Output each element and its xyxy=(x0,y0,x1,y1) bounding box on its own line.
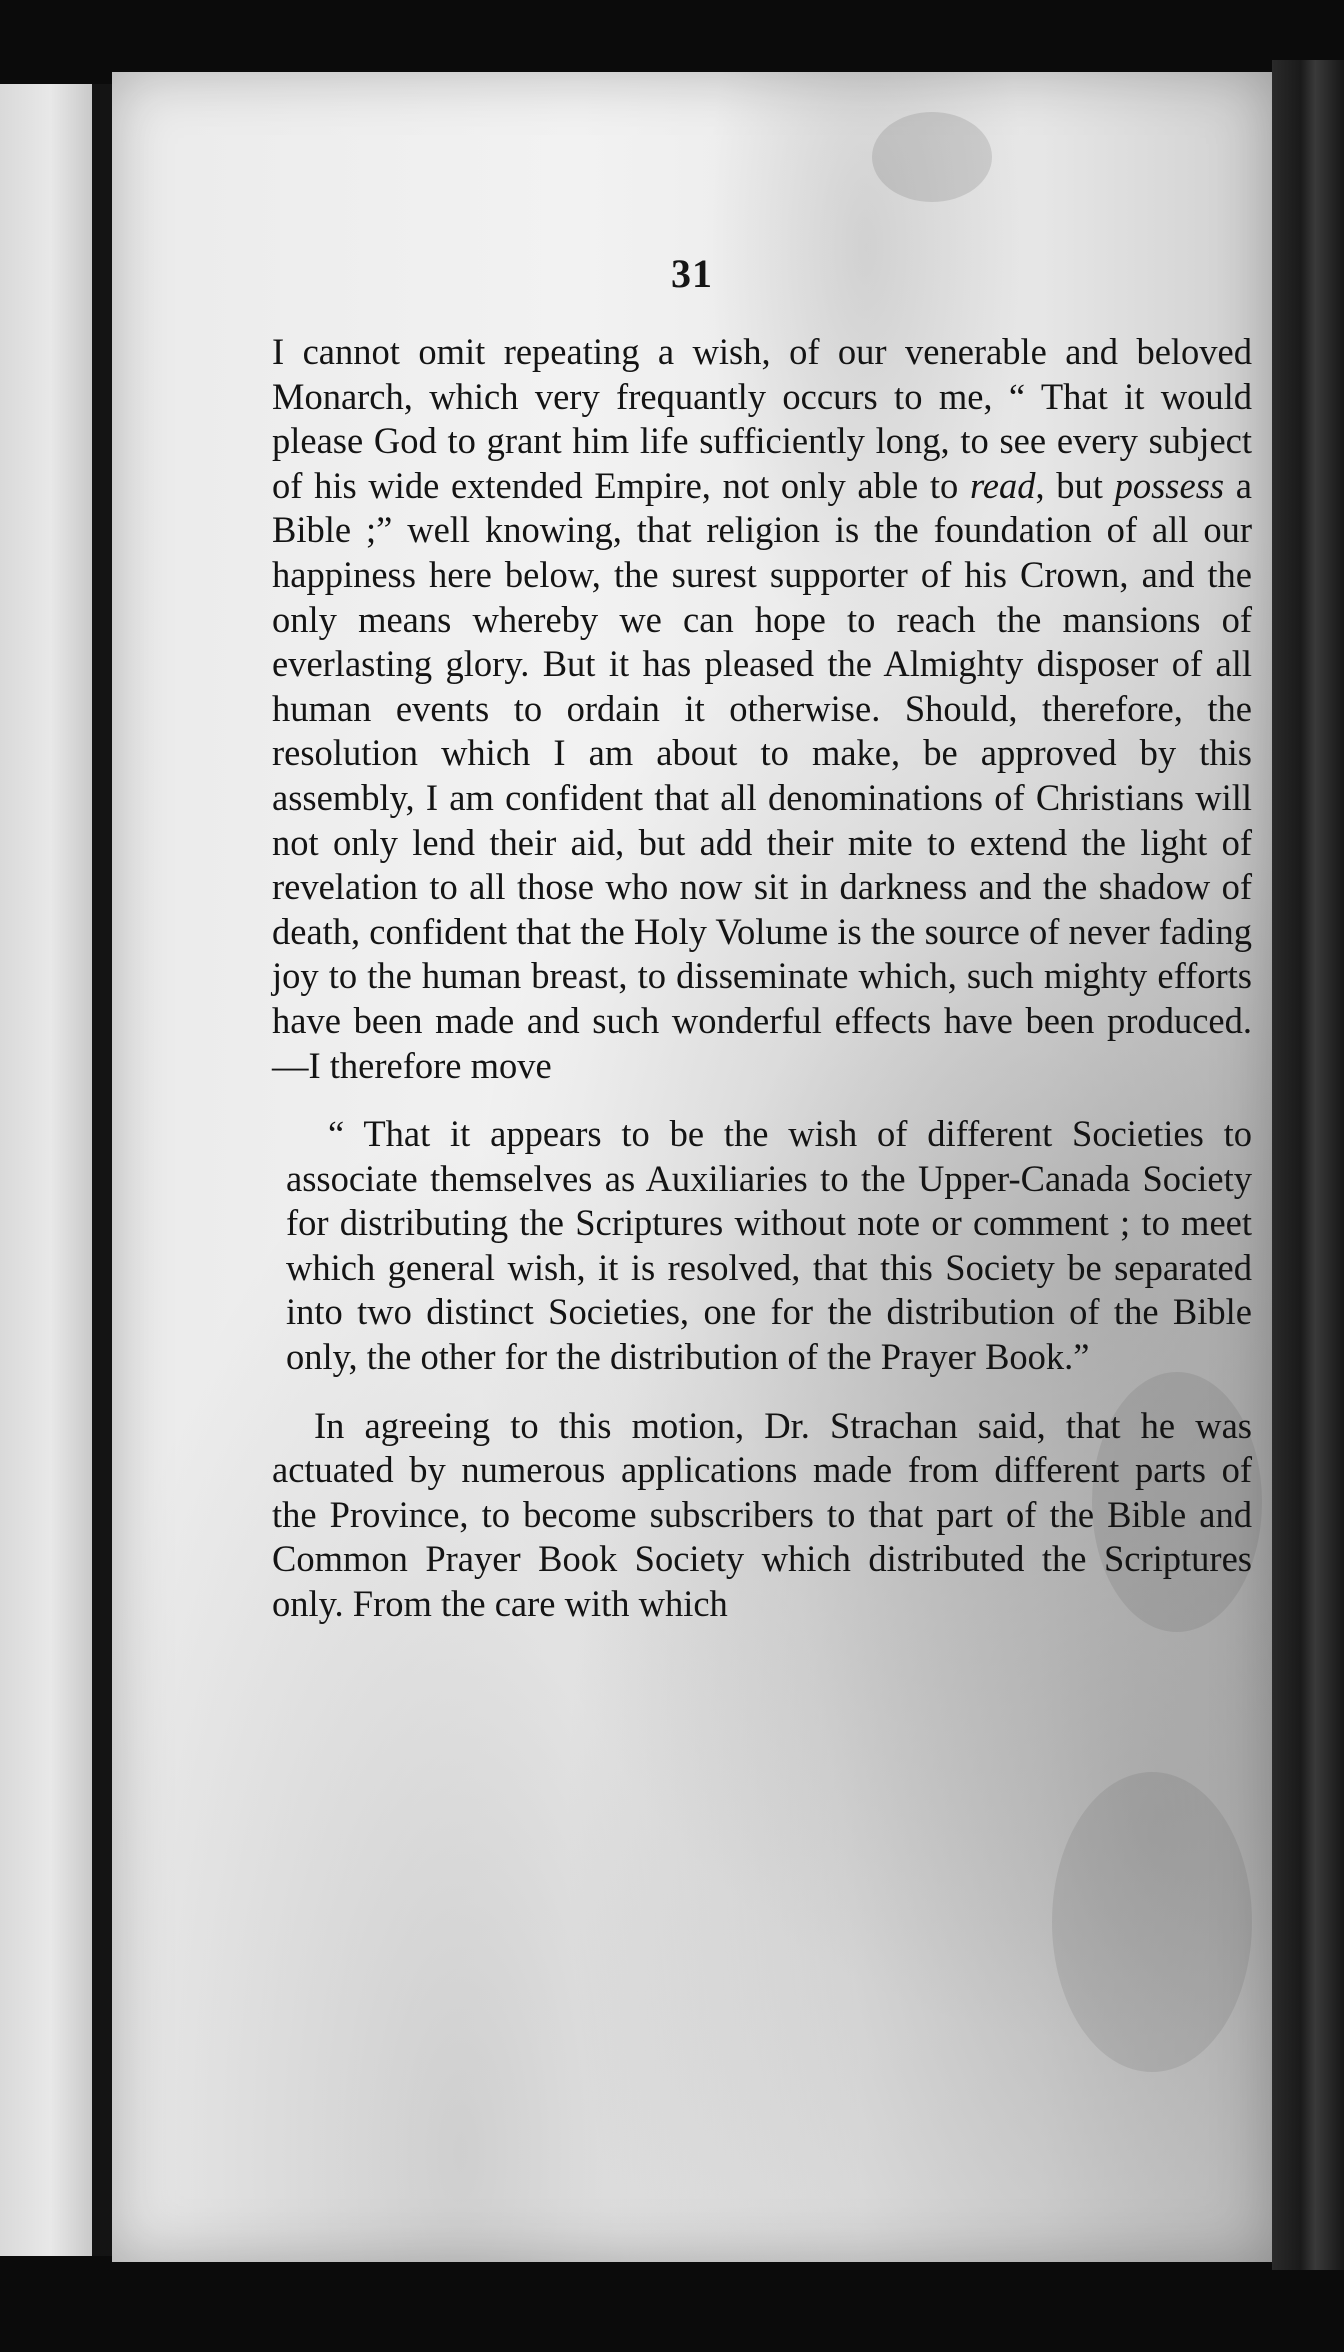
text-segment: , but xyxy=(1035,464,1115,506)
page-number: 31 xyxy=(671,251,713,296)
facing-page-edge xyxy=(0,84,92,2256)
body-paragraph xyxy=(272,1404,1252,1627)
text-segment: a Bible ;” well knowing, that religion is the foundation of all our happiness here below, the surest supporter of his Crown, and the only means whereby we can hope to reach the mansions of everlasting glory. But it has pleased the Almighty disposer of all human events to ordain it otherwise. Should, therefore, the resolution which I am about to make, be approved by this assembly, I am confident that all denominations of Christians will not only lend their aid, but add their mite to extend the light of revelation to all those who now sit in darkness and the shadow of death, confident that the Holy Volume is the source of never fading joy to the human breast, to disseminate which, such mighty efforts have been made and such wonderful effects have been produced.—I therefore move xyxy=(272,464,1252,1086)
book-cover-edge xyxy=(1272,60,1344,2270)
text-segment: In agreeing to this motion, Dr. Strachan said, that he was actuated by numerous applications made from different parts of the Province, to become subscribers to that part of the Bible and Common Prayer Book Society which distributed the Scriptures only. From the care with which xyxy=(272,1404,1252,1625)
page-body xyxy=(272,330,1252,1627)
text-segment: I cannot omit repeating a wish, of our venerable and beloved Monarch, which very frequantly occurs to me, “ That it would please God to grant him life sufficiently long, to see every subject of his wide extended Empire, not only able to xyxy=(272,331,1252,506)
motion-paragraph xyxy=(272,1112,1252,1380)
book-gutter xyxy=(92,84,112,2256)
italic-text: possess xyxy=(1114,464,1225,506)
ink-stain xyxy=(872,112,992,202)
book-page xyxy=(112,72,1272,2262)
text-segment: “ That it appears to be the wish of different Societies to associate themselves as Auxiliaries to the Upper-Canada Society for distributing the Scriptures without note or comment ; to meet which general wish, it is resolved, that this Society be separated into two distinct Societies, one for the distribution of the Bible only, the other for the distribution of the Prayer Book.” xyxy=(286,1113,1252,1378)
ink-stain xyxy=(1052,1772,1252,2072)
body-paragraph xyxy=(272,330,1252,1088)
italic-text: read xyxy=(969,464,1036,506)
